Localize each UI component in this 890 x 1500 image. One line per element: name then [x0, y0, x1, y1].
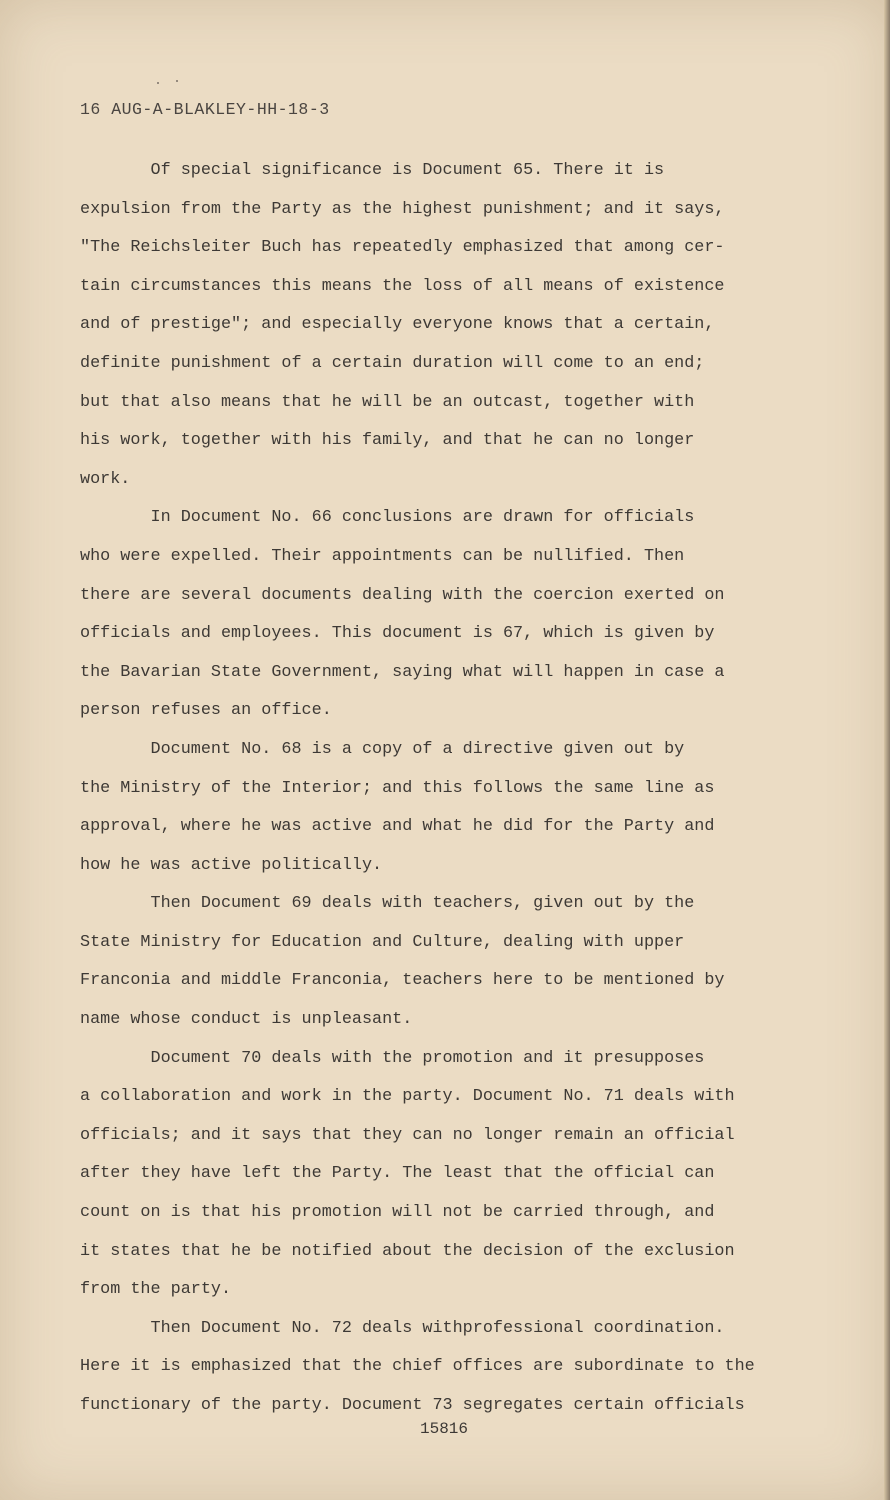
text-line: officials; and it says that they can no longer remain an official [80, 1125, 735, 1145]
text-line: his work, together with his family, and that he can no longer [80, 431, 695, 451]
text-line: the Bavarian State Government, saying what will happen in case a [80, 662, 725, 682]
text-line: work. [80, 469, 131, 489]
text-line: Here it is emphasized that the chief offices are subordinate to the [80, 1357, 755, 1377]
text-line: a collaboration and work in the party. Document No. 71 deals with [80, 1087, 735, 1107]
document-header: 16 AUG-A-BLAKLEY-HH-18-3 [80, 100, 330, 119]
page-edge [884, 0, 890, 1500]
text-line: but that also means that he will be an outcast, together with [80, 392, 695, 412]
text-line: tain circumstances this means the loss of all means of existence [80, 276, 725, 296]
text-line: definite punishment of a certain duration will come to an end; [80, 353, 705, 373]
text-line: In Document No. 66 conclusions are drawn for officials [80, 508, 695, 528]
text-line: there are several documents dealing with the coercion exerted on [80, 585, 725, 605]
text-line: how he was active politically. [80, 855, 383, 875]
text-line: State Ministry for Education and Culture, dealing with upper [80, 932, 685, 952]
text-line: count on is that his promotion will not be carried through, and [80, 1203, 715, 1223]
text-line: expulsion from the Party as the highest punishment; and it says, [80, 199, 725, 219]
document-body [80, 152, 835, 1426]
text-line: approval, where he was active and what he did for the Party and [80, 817, 715, 837]
text-line: the Ministry of the Interior; and this follows the same line as [80, 778, 715, 798]
text-line: it states that he be notified about the decision of the exclusion [80, 1241, 735, 1261]
text-line: Document No. 68 is a copy of a directive given out by [80, 739, 685, 759]
text-line: Document 70 deals with the promotion and it presupposes [80, 1048, 705, 1068]
text-line: person refuses an office. [80, 701, 332, 721]
paper-speck [176, 80, 178, 82]
paper-speck [157, 82, 159, 84]
text-line: who were expelled. Their appointments can be nullified. Then [80, 546, 685, 566]
page-number: 15816 [420, 1420, 469, 1438]
text-line: Then Document 69 deals with teachers, given out by the [80, 894, 695, 914]
text-line: after they have left the Party. The least that the official can [80, 1164, 715, 1184]
text-line: functionary of the party. Document 73 segregates certain officials [80, 1396, 745, 1415]
text-line: officials and employees. This document is 67, which is given by [80, 624, 715, 644]
text-line: Of special significance is Document 65. There it is [80, 161, 665, 180]
text-line: and of prestige"; and especially everyone knows that a certain, [80, 315, 715, 335]
text-line: "The Reichsleiter Buch has repeatedly emphasized that among cer- [80, 238, 725, 258]
text-line: Then Document No. 72 deals withprofessional coordination. [80, 1318, 725, 1338]
text-line: from the party. [80, 1280, 232, 1300]
text-line: name whose conduct is unpleasant. [80, 1010, 413, 1030]
text-line: Franconia and middle Franconia, teachers here to be mentioned by [80, 971, 725, 991]
